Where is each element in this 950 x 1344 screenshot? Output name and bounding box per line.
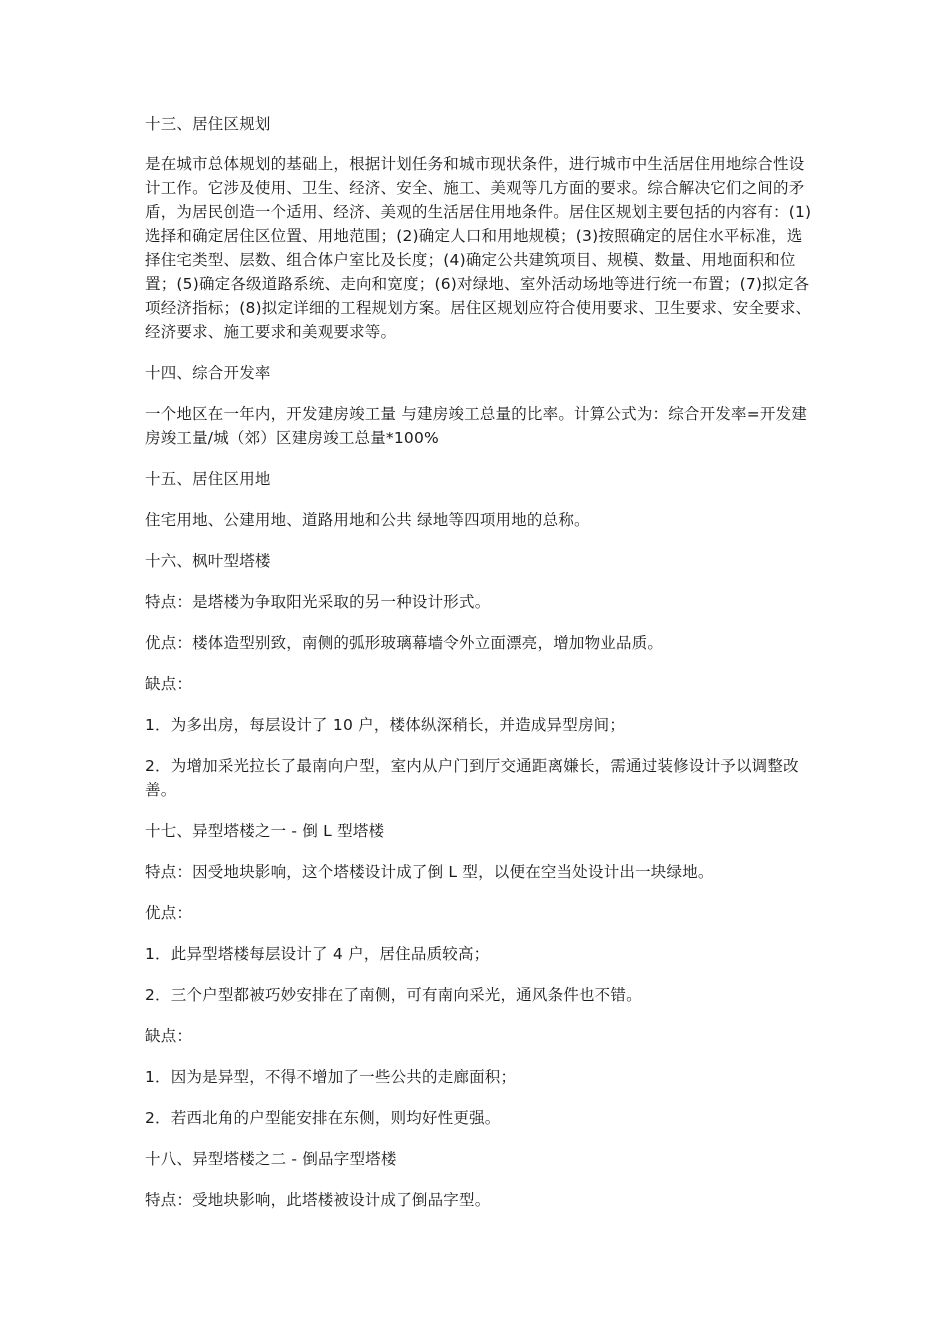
section-heading-13: 十三、居住区规划 (145, 115, 271, 133)
list-item: 2．为增加采光拉长了最南向户型，室内从户门到厅交通距离嫌长，需通过装修设计予以调整改善。 (145, 757, 799, 799)
section-heading-18: 十八、异型塔楼之二 - 倒品字型塔楼 (145, 1150, 397, 1168)
section-heading-15: 十五、居住区用地 (145, 470, 271, 488)
section-heading-14: 十四、综合开发率 (145, 364, 271, 382)
paragraph-disadvantage-label: 缺点： (145, 1027, 193, 1045)
paragraph-advantage: 优点：楼体造型别致，南侧的弧形玻璃幕墙令外立面漂亮，增加物业品质。 (145, 634, 664, 652)
paragraph-feature: 特点：因受地块影响，这个塔楼设计成了倒 L 型，以便在空当处设计出一块绿地。 (145, 863, 714, 881)
list-item: 1．此异型塔楼每层设计了 4 户，居住品质较高； (145, 945, 490, 963)
paragraph-residential-planning: 是在城市总体规划的基础上，根据计划任务和城市现状条件，进行城市中生活居住用地综合性设计工作。它涉及使用、卫生、经济、安全、施工、美观等几方面的要求。综合解决它们之间的矛盾，为居民创造一个适用、经济、美观的生活居住用地条件。居住区规划主要包括的内容有：(1)选择和确定居住区位置、用地范围；(2)确定人口和用地规模；(3)按照确定的居住水平标准，选择住宅类型、层数、组合体户室比及长度；(4)确定公共建筑项目、规模、数量、用地面积和位置；(5)确定各级道路系统、走向和宽度；(6)对绿地、室外活动场地等进行统一布置；(7)拟定各项经济指标；(8)拟定详细的工程规划方案。居住区规划应符合使用要求、卫生要求、安全要求、经济要求、施工要求和美观要求等。 (145, 155, 812, 341)
list-item: 1．为多出房，每层设计了 10 户，楼体纵深稍长，并造成异型房间； (145, 716, 626, 734)
paragraph-disadvantage-label: 缺点： (145, 675, 193, 693)
section-heading-17: 十七、异型塔楼之一 - 倒 L 型塔楼 (145, 822, 385, 840)
list-item: 2．若西北角的户型能安排在东侧，则均好性更强。 (145, 1109, 501, 1127)
paragraph-feature: 特点：是塔楼为争取阳光采取的另一种设计形式。 (145, 593, 491, 611)
list-item: 1．因为是异型，不得不增加了一些公共的走廊面积； (145, 1068, 517, 1086)
paragraph-feature: 特点：受地块影响，此塔楼被设计成了倒品字型。 (145, 1191, 491, 1209)
list-item: 2．三个户型都被巧妙安排在了南侧，可有南向采光，通风条件也不错。 (145, 986, 642, 1004)
document-page (145, 112, 813, 1212)
paragraph-development-rate: 一个地区在一年内，开发建房竣工量 与建房竣工总量的比率。计算公式为：综合开发率=开发建房竣工量/城（郊）区建房竣工总量*100% (145, 405, 808, 447)
paragraph-advantage-label: 优点： (145, 904, 193, 922)
section-heading-16: 十六、枫叶型塔楼 (145, 552, 271, 570)
paragraph-residential-land: 住宅用地、公建用地、道路用地和公共 绿地等四项用地的总称。 (145, 511, 590, 529)
